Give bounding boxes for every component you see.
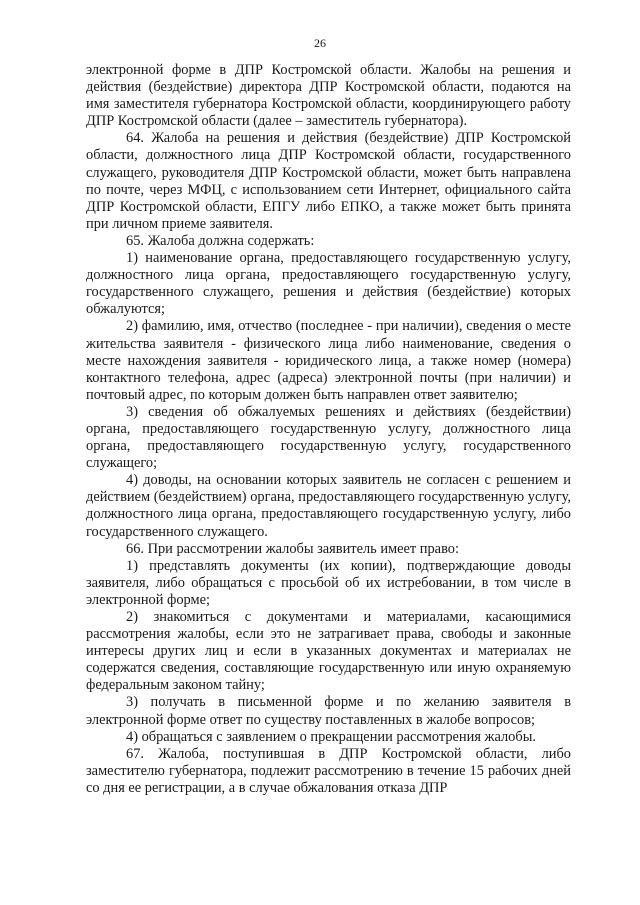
document-text bbox=[86, 62, 571, 797]
list-item-66-1: 1) представлять документы (их копии), подтверждающие доводы заявителя, либо обращаться с просьбой об их истребовании, в том числе в электронной форме; bbox=[86, 557, 571, 608]
paragraph-64: 64. Жалоба на решения и действия (бездействие) ДПР Костромской области, должностного лица ДПР Костромской области, государственного служащего, руководителя ДПР Костромской области, может быть направлена по почте, через МФЦ, с использованием сети Интернет, официального сайта ДПР Костромской области, ЕПГУ либо ЕПКО, а также может быть принята при личном приеме заявителя. bbox=[86, 130, 571, 232]
list-item-66-2: 2) знакомиться с документами и материалами, касающимися рассмотрения жалобы, если это не затрагивает права, свободы и законные интересы других лиц и если в указанных документах и материалах не содержатся сведения, составляющие государственную или иную охраняемую федеральным законом тайну; bbox=[86, 609, 571, 694]
list-item-65-4: 4) доводы, на основании которых заявитель не согласен с решением и действием (бездействием) органа, предоставляющего государственную услугу, должностного лица органа, предоставляющего государственную услугу, либо государственного служащего. bbox=[86, 472, 571, 540]
list-item-65-3: 3) сведения об обжалуемых решениях и действиях (бездействии) органа, предоставляющего государственную услугу, должностного лица органа, предоставляющего государственную услугу, государственного служащего; bbox=[86, 403, 571, 472]
paragraph-67: 67. Жалоба, поступившая в ДПР Костромской области, либо заместителю губернатора, подлежит рассмотрению в течение 15 рабочих дней со дня ее регистрации, а в случае обжалования отказа ДПР bbox=[86, 745, 571, 796]
page-number: 26 bbox=[314, 36, 326, 50]
paragraph-66: 66. При рассмотрении жалобы заявитель имеет право: bbox=[126, 540, 459, 557]
paragraph-continuation: электронной форме в ДПР Костромской области. Жалобы на решения и действия (бездействие) директора ДПР Костромской области, подаются на имя заместителя губернатора Костромской области, координирующего работу ДПР Костромской области (далее – заместитель губернатора). bbox=[86, 62, 571, 130]
paragraph-65: 65. Жалоба должна содержать: bbox=[126, 232, 315, 249]
list-item-66-4: 4) обращаться с заявлением о прекращении рассмотрения жалобы. bbox=[126, 728, 536, 745]
list-item-66-3: 3) получать в письменной форме и по желанию заявителя в электронной форме ответ по существу поставленных в жалобе вопросов; bbox=[86, 694, 571, 728]
list-item-65-2: 2) фамилию, имя, отчество (последнее - при наличии), сведения о месте жительства заявителя - физического лица либо наименование, сведения о месте нахождения заявителя - юридического лица, а также номер (номера) контактного телефона, адрес (адреса) электронной почты (при наличии) и почтовый адрес, по которым должен быть направлен ответ заявителю; bbox=[86, 318, 571, 403]
list-item-65-1: 1) наименование органа, предоставляющего государственную услугу, должностного лица органа, предоставляющего государственную услугу, государственного служащего, решения и действия (бездействие) которых обжалуются; bbox=[86, 250, 571, 318]
